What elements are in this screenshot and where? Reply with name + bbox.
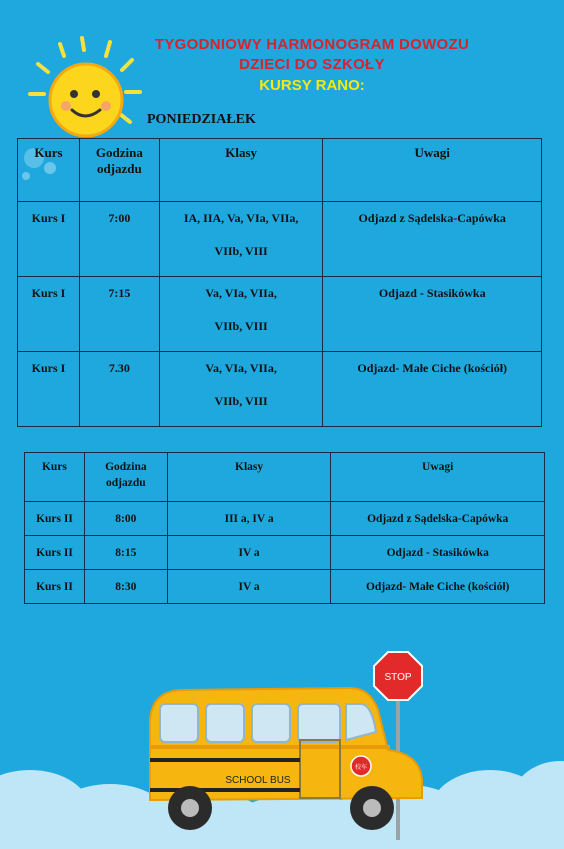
column-header-klasy: Klasy [167,453,331,502]
table-row [18,277,542,352]
schedule-title: TYGODNIOWY HARMONOGRAM DOWOZU [154,36,470,53]
kurs-cell: Kurs I [18,352,80,427]
bus-label: SCHOOL BUS [225,775,291,786]
klasy-line-2: VIIb, VIII [214,244,268,258]
table-row [25,570,545,604]
klasy-cell [159,277,323,352]
klasy-line-2: VIIb, VIII [214,319,268,333]
uwagi-cell: Odjazd - Stasikówka [323,277,542,352]
kurs-cell: Kurs I [18,277,80,352]
column-header-godzina: Godzina odjazdu [79,139,159,202]
klasy-line-1: Va, VIa, VIIa, [205,361,277,375]
uwagi-cell: Odjazd z Sądelska-Capówka [331,502,545,536]
time-cell: 8:30 [84,570,167,604]
column-header-kurs: Kurs [25,453,85,502]
time-cell: 8:00 [84,502,167,536]
klasy-cell [159,202,323,277]
schedule-table-kurs-2 [24,452,545,604]
column-header-klasy: Klasy [159,139,323,202]
klasy-cell: III a, IV a [167,502,331,536]
table-header-row [18,139,542,202]
morning-courses-heading: KURSY RANO: [259,77,365,94]
column-header-kurs: Kurs [18,139,80,202]
klasy-cell: IV a [167,536,331,570]
school-bus-illustration [0,640,564,849]
table-header-row [25,453,545,502]
day-label: PONIEDZIAŁEK [147,112,256,127]
column-header-uwagi: Uwagi [331,453,545,502]
klasy-line-1: IA, IIA, Va, VIa, VIIa, [183,211,299,225]
klasy-cell [159,352,323,427]
kurs-cell: Kurs II [25,502,85,536]
kurs-cell: Kurs II [25,536,85,570]
table-row [18,352,542,427]
table-row [25,536,545,570]
kurs-cell: Kurs II [25,570,85,604]
bus-badge-text: 校车 [354,764,368,771]
time-cell: 8:15 [84,536,167,570]
time-cell: 7:00 [79,202,159,277]
kurs-cell: Kurs I [18,202,80,277]
column-header-uwagi: Uwagi [323,139,542,202]
klasy-line-2: VIIb, VIII [214,394,268,408]
klasy-line-1: Va, VIa, VIIa, [205,286,277,300]
schedule-table-kurs-1 [17,138,542,427]
table-row [25,502,545,536]
uwagi-cell: Odjazd - Stasikówka [331,536,545,570]
table-row [18,202,542,277]
schedule-subtitle: DZIECI DO SZKOŁY [239,56,385,73]
stop-sign-text: STOP [384,672,412,683]
uwagi-cell: Odjazd- Małe Ciche (kościół) [323,352,542,427]
time-cell: 7.30 [79,352,159,427]
uwagi-cell: Odjazd- Małe Ciche (kościół) [331,570,545,604]
uwagi-cell: Odjazd z Sądelska-Capówka [323,202,542,277]
klasy-cell: IV a [167,570,331,604]
column-header-godzina: Godzina odjazdu [84,453,167,502]
time-cell: 7:15 [79,277,159,352]
